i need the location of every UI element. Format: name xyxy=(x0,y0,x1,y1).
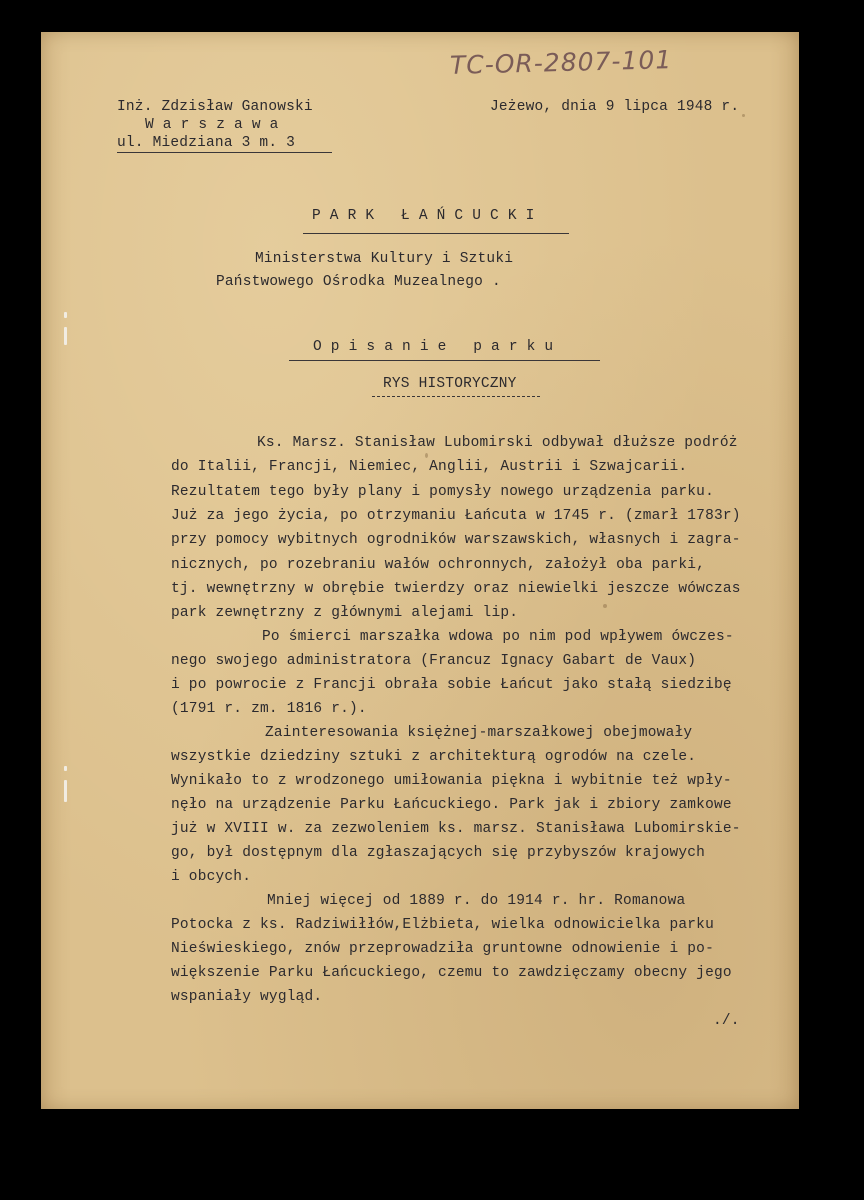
punch-mark xyxy=(64,780,67,802)
body-line: i obcych. xyxy=(171,869,252,885)
body-line: nęło na urządzenie Parku Łańcuckiego. Park jak i zbiory zamkowe xyxy=(171,797,732,813)
archive-signature: TC-OR-2807-101 xyxy=(449,45,673,80)
body-line: go, był dostępnym dla zgłaszających się przybyszów krajowych xyxy=(171,845,706,861)
body-line: Po śmierci marszałka wdowa po nim pod wpływem ówczes- xyxy=(262,629,734,645)
sender-address: ul. Miedziana 3 m. 3 xyxy=(117,135,296,151)
sender-name: Inż. Zdzisław Ganowski xyxy=(117,99,313,115)
section-heading-underline xyxy=(372,396,540,397)
body-line: nicznych, po rozebraniu wałów ochronnych, założył oba parki, xyxy=(171,557,706,573)
paper-stain xyxy=(425,453,428,458)
body-line: Nieświeskiego, znów przeprowadziła gruntowne odnowienie i po- xyxy=(171,941,714,957)
body-line: do Italii, Francji, Niemiec, Anglii, Austrii i Szwajcarii. xyxy=(171,459,688,475)
body-line: już w XVIII w. za zezwoleniem ks. marsz. Stanisława Lubomirskie- xyxy=(171,821,741,837)
body-line: Mniej więcej od 1889 r. do 1914 r. hr. Romanowa xyxy=(267,893,686,909)
paper-stain xyxy=(742,114,745,117)
body-line: Ks. Marsz. Stanisław Lubomirski odbywał dłuższe podróż xyxy=(257,435,738,451)
body-line: Rezultatem tego były plany i pomysły nowego urządzenia parku. xyxy=(171,484,714,500)
sender-address-underline xyxy=(117,152,332,153)
body-line: Już za jego życia, po otrzymaniu Łańcuta w 1745 r. (zmarł 1783r) xyxy=(171,508,741,524)
body-line: większenie Parku Łańcuckiego, czemu to zawdzięczamy obecny jego xyxy=(171,965,732,981)
body-line: Potocka z ks. Radziwiłłów,Elżbieta, wielka odnowicielka parku xyxy=(171,917,714,933)
punch-mark xyxy=(64,327,67,345)
institution-line-2: Państwowego Ośrodka Muzealnego . xyxy=(216,274,501,290)
body-line: przy pomocy wybitnych ogrodników warszawskich, własnych i zagra- xyxy=(171,532,741,548)
body-line: wspaniały wygląd. xyxy=(171,989,323,1005)
continuation-mark: ./. xyxy=(713,1013,740,1029)
body-line: Wynikało to z wrodzonego umiłowania piękna i wybitnie też wpły- xyxy=(171,773,732,789)
section-heading: RYS HISTORYCZNY xyxy=(383,376,517,392)
body-line: park zewnętrzny z głównymi alejami lip. xyxy=(171,605,519,621)
body-line: Zainteresowania księżnej-marszałkowej obejmowały xyxy=(265,725,693,741)
body-line: (1791 r. zm. 1816 r.). xyxy=(171,701,367,717)
body-line: tj. wewnętrzny w obrębie twierdzy oraz niewielki jeszcze wówczas xyxy=(171,581,741,597)
document-title: P A R K Ł A Ń C U C K I xyxy=(312,208,535,224)
place-date: Jeżewo, dnia 9 lipca 1948 r. xyxy=(490,99,740,115)
body-line: nego swojego administratora (Francuz Ignacy Gabart de Vaux) xyxy=(171,653,697,669)
institution-line-1: Ministerstwa Kultury i Sztuki xyxy=(255,251,514,267)
subtitle-underline xyxy=(289,360,600,361)
title-underline xyxy=(303,233,569,234)
body-line: i po powrocie z Francji obrała sobie Łańcut jako stałą siedzibę xyxy=(171,677,732,693)
punch-mark xyxy=(64,766,67,771)
paper-stain xyxy=(603,604,607,608)
document-subtitle: O p i s a n i e p a r k u xyxy=(313,339,554,355)
body-line: wszystkie dziedziny sztuki z architekturą ogrodów na czele. xyxy=(171,749,697,765)
sender-city: W a r s z a w a xyxy=(145,117,279,133)
punch-mark xyxy=(64,312,67,318)
